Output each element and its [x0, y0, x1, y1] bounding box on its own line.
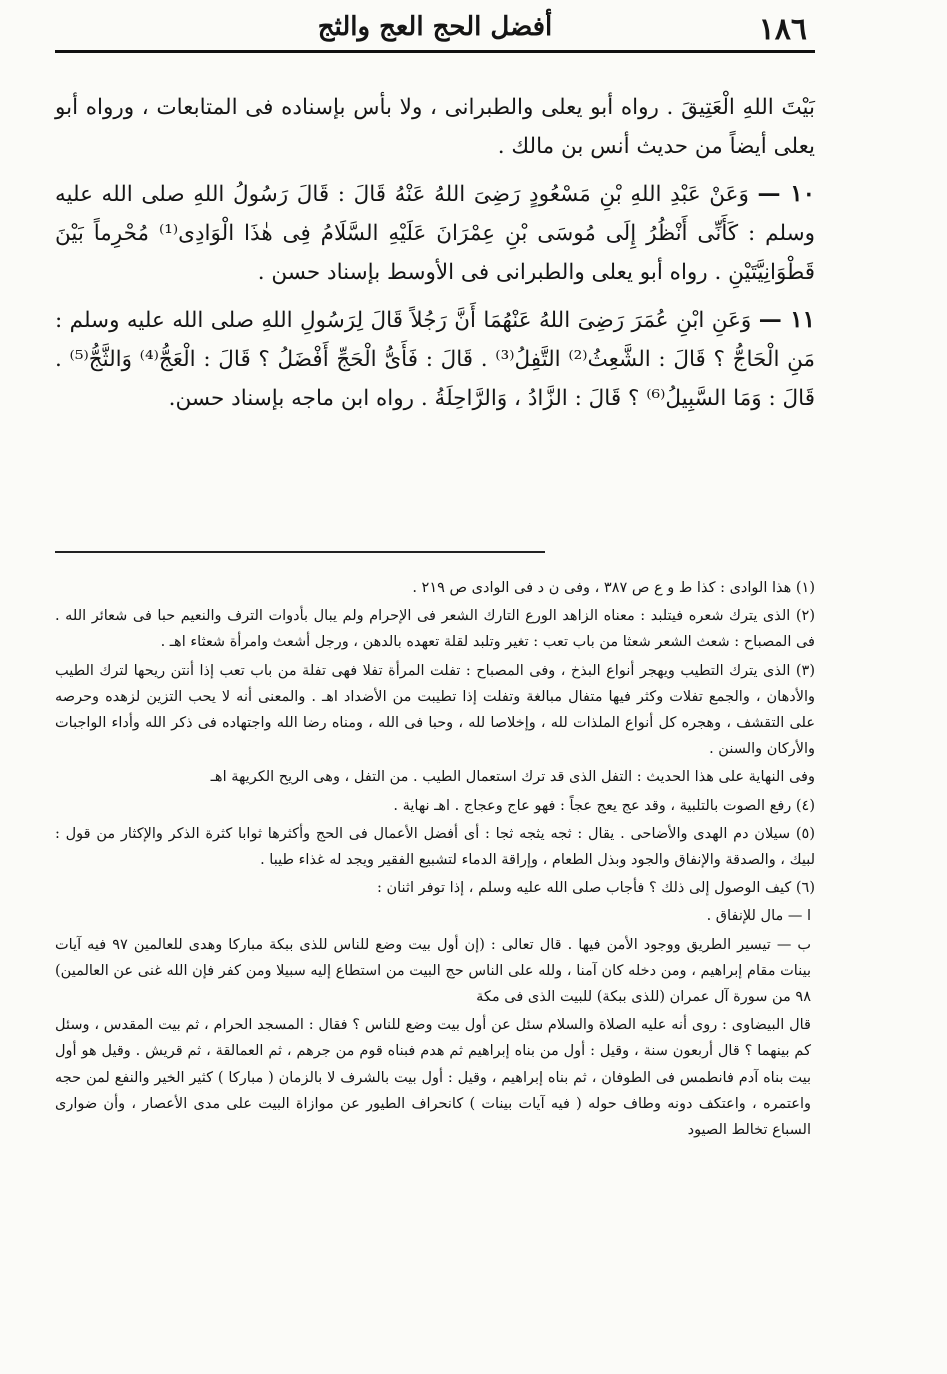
footnote-6: (٦) كيف الوصول إلى ذلك ؟ فأجاب صلى الله عليه وسلم ، إذا توفر اثنان :	[377, 880, 815, 897]
page-number: ١٨٦	[758, 12, 807, 47]
footnote-5: (٥) سيلان دم الهدى والأضاحى . يقال : ثجه يثجه ثجا : أى أفضل الأعمال فى الحج وأكثرها ثوابا كثرة الذكر والإكثار من قول : لبيك ، والصدقة والإنفاق والجود وبذل الطعام ، وإراقة الدماء لتشبيع الفقير ويجد له غذاء طيبا .	[55, 825, 815, 869]
footnote-4: (٤) رفع الصوت بالتلبية ، وقد عج يعج عجاً : فهو عاج وعجاج . اهـ نهاية .	[393, 797, 815, 814]
footnote-1: (١) هذا الوادى : كذا ط و ع ص ٣٨٧ ، وفى ن د فى الوادى ص ٢١٩ .	[412, 580, 815, 596]
footnote-divider	[55, 551, 545, 553]
footnote-6-commentary: قال البيضاوى : روى أنه عليه الصلاة والسلام سئل عن أول بيت وضع للناس ؟ فقال : المسجد الحرام ، ثم بيت المقدس ، وسئل كم بينهما ؟ قال أربعون سنة ، وقيل : أول من بناه إبراهيم ثم هدم فبناه قوم من جرهم ، ثم العمالقة ، ثم قريش . وقيل هو أول بيت بناه آدم فانطمس فى الطوفان ، ثم بناه إبراهيم ، وقيل : أول بيت بالشرف لا بالزمان ( مباركا ) كثير الخير والنفع لمن حجه واعتمره ، واعتكف دونه وطاف حوله ( فيه آيات بينات ) كانحراف الطيور عن موازاة البيت على مدى الأعصار ، وأن ضوارى السباع تخالط الصيود	[55, 1017, 811, 1139]
footnote-6-item-a: ا — مال للإنفاق .	[706, 908, 811, 925]
hadith-11	[55, 300, 815, 418]
hadith-text: وَعَنْ عَبْدِ اللهِ بْنِ مَسْعُودٍ رَضِىَ اللهُ عَنْهُ قَالَ : قَالَ رَسُولُ اللهِ صلى الله عليه وسلم : كَأَنِّى أَنْظُرُ إِلَى مُوسَى بْنِ عِمْرَانَ عَلَيْهِ السَّلَامُ فِى هٰذَا الْوَادِى⁽¹⁾ مُحْرِماً بَيْنَ قَطْوَانِيَّتَيْنِ . رواه أبو يعلى والطبرانى فى الأوسط بإسناد حسن .	[55, 182, 815, 285]
hadith-10	[55, 174, 815, 292]
hadith-number: ١٠ —	[757, 180, 815, 207]
book-page	[55, 0, 815, 1374]
running-title: أفضل الحج العج والثج	[317, 12, 553, 42]
footnote-6-item-b: ب — تيسير الطريق ووجود الأمن فيها . قال تعالى : (إن أول بيت وضع للناس للذى ببكة مباركا وهدى للعالمين ٩٧ فيه آيات بينات مقام إبراهيم ، ومن دخله كان آمنا ، ولله على الناس حج البيت من استطاع إليه سبيلا ومن كفر فإن الله غنى عن العالمين) ٩٨ من سورة آل عمران (للذى ببكة) للبيت الذى فى مكة	[55, 936, 811, 1006]
footnotes	[55, 575, 815, 1145]
footnote-3: (٣) الذى يترك التطيب ويهجر أنواع البذخ ، وفى المصباح : تفلت المرأة تفلا فهى تفلة من باب تعب إذا أنتن ريحها لترك الطيب والأدهان ، والجمع تفلات وكثر فيها متفال مبالغة وتفلت إذا تطيبت من الأضداد اهـ . والمعنى أنه لا يحب التزين لزهده وحرصه على التقشف ، وهجره كل أنواع الملذات لله ، وإخلاصا لله ، وحبا فى الله ، ومناه رضا الله واجتهاده فى ذكر الله وأداء الواجبات والأركان والسنن .	[55, 662, 815, 758]
page-header	[55, 8, 815, 53]
paragraph-continuation: بَيْتَ اللهِ الْعَتِيقَ . رواه أبو يعلى والطبرانى ، ولا بأس بإسناده فى المتابعات ، ورواه أبو يعلى أيضاً من حديث أنس بن مالك .	[55, 95, 815, 159]
hadith-text: وَعَنِ ابْنِ عُمَرَ رَضِىَ اللهُ عَنْهُمَا أَنَّ رَجُلاً قَالَ لِرَسُولِ اللهِ صلى الله عليه وسلم : مَنِ الْحَاجُّ ؟ قَالَ : الشَّعِثُ⁽²⁾ التَّفِلُ⁽³⁾ . قَالَ : فَأَىُّ الْحَجِّ أَفْضَلُ ؟ قَالَ : الْعَجُّ⁽⁴⁾ وَالثَّجُّ⁽⁵⁾ . قَالَ : وَمَا السَّبِيلُ⁽⁶⁾ ؟ قَالَ : الزَّادُ ، وَالرَّاحِلَةُ . رواه ابن ماجه بإسناد حسن.	[55, 308, 815, 411]
footnote-3-cont: وفى النهاية على هذا الحديث : التفل الذى قد ترك استعمال الطيب . من التفل ، وهى الريح الكريهة اهـ	[210, 769, 815, 786]
hadith-number: ١١ —	[758, 306, 815, 333]
main-text	[55, 88, 815, 426]
footnote-2: (٢) الذى يترك شعره فيتلبد : معناه الزاهد الورع التارك الشعر فى الإحرام ولم يبال بأدوات الترف والنعيم حبا فى شعائر الله . فى المصباح : شعث الشعر شعثا من باب تعب : تغير وتلبد لقلة تعهده بالدهن ، ورجل أشعث وامرأة شعثاء اهـ .	[55, 608, 815, 651]
